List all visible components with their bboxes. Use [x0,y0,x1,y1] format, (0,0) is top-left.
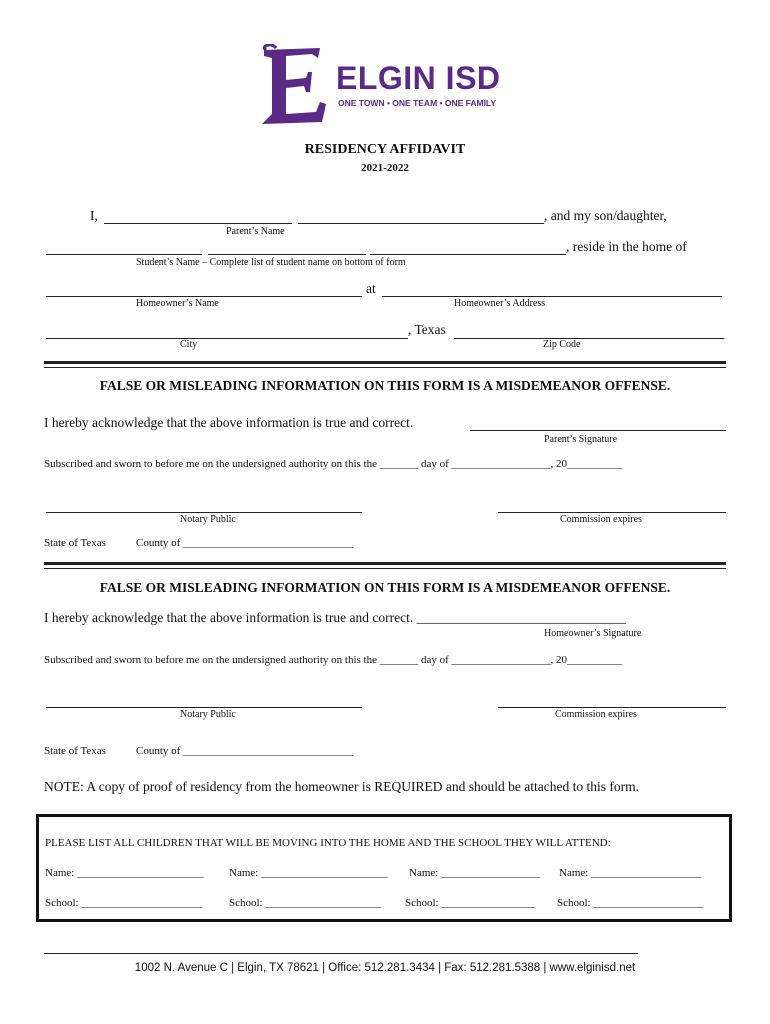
state-label-2: State of Texas [44,745,106,757]
sworn-text-1: Subscribed and sworn to before me on the undersigned authority on this the _______ day of __________________, 20__________ [44,458,623,470]
commission-caption-1: Commission expires [560,514,642,525]
commission-field-1[interactable] [498,512,726,513]
child-school-field-4[interactable]: School: ____________________ [557,897,704,909]
line4-texas: , Texas [408,322,446,337]
line2-suffix: , reside in the home of [566,239,687,254]
section-divider-top [44,361,726,364]
homeowner-signature-caption: Homeowner’s Signature [544,628,642,639]
student-name-field-c[interactable] [370,254,566,255]
state-label-1: State of Texas [44,537,106,549]
parent-signature-caption: Parent’s Signature [544,434,618,445]
footer-rule [44,953,638,954]
brand-tagline: ONE TOWN • ONE TEAM • ONE FAMILY [338,98,497,108]
parent-name-field-b[interactable] [298,223,544,224]
zip-code-caption: Zip Code [543,339,581,350]
footer-contact: 1002 N. Avenue C | Elgin, TX 78621 | Office: 512.281.3434 | Fax: 512.281.5388 | www.elginisd.net [134,962,636,974]
child-school-field-1[interactable]: School: ______________________ [45,897,203,909]
children-list-box [36,814,732,922]
page-title: RESIDENCY AFFIDAVIT [304,142,466,157]
student-name-field-a[interactable] [46,254,202,255]
child-name-field-1[interactable]: Name: _______________________ [45,867,204,879]
homeowner-address-caption: Homeowner’s Address [454,298,546,309]
notary-field-2[interactable] [46,707,362,708]
parent-name-field-a[interactable] [104,223,292,224]
notary-caption-2: Notary Public [180,709,236,720]
parent-name-caption: Parent’s Name [226,226,285,237]
county-label-2: County of _______________________________ [136,745,354,757]
school-year: 2021-2022 [361,162,409,174]
child-name-field-4[interactable]: Name: ____________________ [559,867,702,879]
homeowner-name-caption: Homeowner’s Name [136,298,219,309]
child-school-field-2[interactable]: School: _____________________ [229,897,381,909]
section-divider-middle-thin [44,568,726,569]
commission-caption-2: Commission expires [555,709,637,720]
student-name-caption: Student’s Name – Complete list of student name on bottom of form [136,257,406,268]
section-divider-top-thin [44,367,726,368]
notary-caption-1: Notary Public [180,514,236,525]
city-field[interactable] [46,338,408,339]
section-divider-middle [44,562,726,565]
county-label-1: County of _______________________________ [136,537,354,549]
district-logo [258,44,518,126]
parent-signature-field[interactable] [470,430,726,431]
warning-text-2: FALSE OR MISLEADING INFORMATION ON THIS FORM IS A MISDEMEANOR OFFENSE. [99,580,671,595]
children-box-heading: PLEASE LIST ALL CHILDREN THAT WILL BE MOVING INTO THE HOME AND THE SCHOOL THEY WILL ATTEND: [45,837,611,849]
child-school-field-3[interactable]: School: _________________ [405,897,535,909]
warning-text-1: FALSE OR MISLEADING INFORMATION ON THIS FORM IS A MISDEMEANOR OFFENSE. [99,378,671,393]
student-name-field-b[interactable] [208,254,366,255]
acknowledge-text-1: I hereby acknowledge that the above information is true and correct. [44,415,414,430]
residency-note: NOTE: A copy of proof of residency from the homeowner is REQUIRED and should be attached to this form. [44,779,639,794]
homeowner-name-field[interactable] [46,296,362,297]
line3-at: at [366,281,376,296]
city-caption: City [180,339,198,350]
homeowner-address-field[interactable] [382,296,722,297]
line1-suffix: , and my son/daughter, [544,208,667,223]
brand-name: ELGIN ISD [336,60,501,96]
acknowledge-text-2: I hereby acknowledge that the above information is true and correct. _______________________________ [44,610,626,625]
sworn-text-2: Subscribed and sworn to before me on the undersigned authority on this the _______ day of __________________, 20__________ [44,654,623,666]
zip-code-field[interactable] [454,338,724,339]
child-name-field-2[interactable]: Name: _______________________ [229,867,388,879]
child-name-field-3[interactable]: Name: __________________ [409,867,541,879]
line1-prefix: I, [90,208,98,223]
commission-field-2[interactable] [498,707,726,708]
notary-field-1[interactable] [46,512,362,513]
elgin-e-emblem-icon [258,44,330,126]
